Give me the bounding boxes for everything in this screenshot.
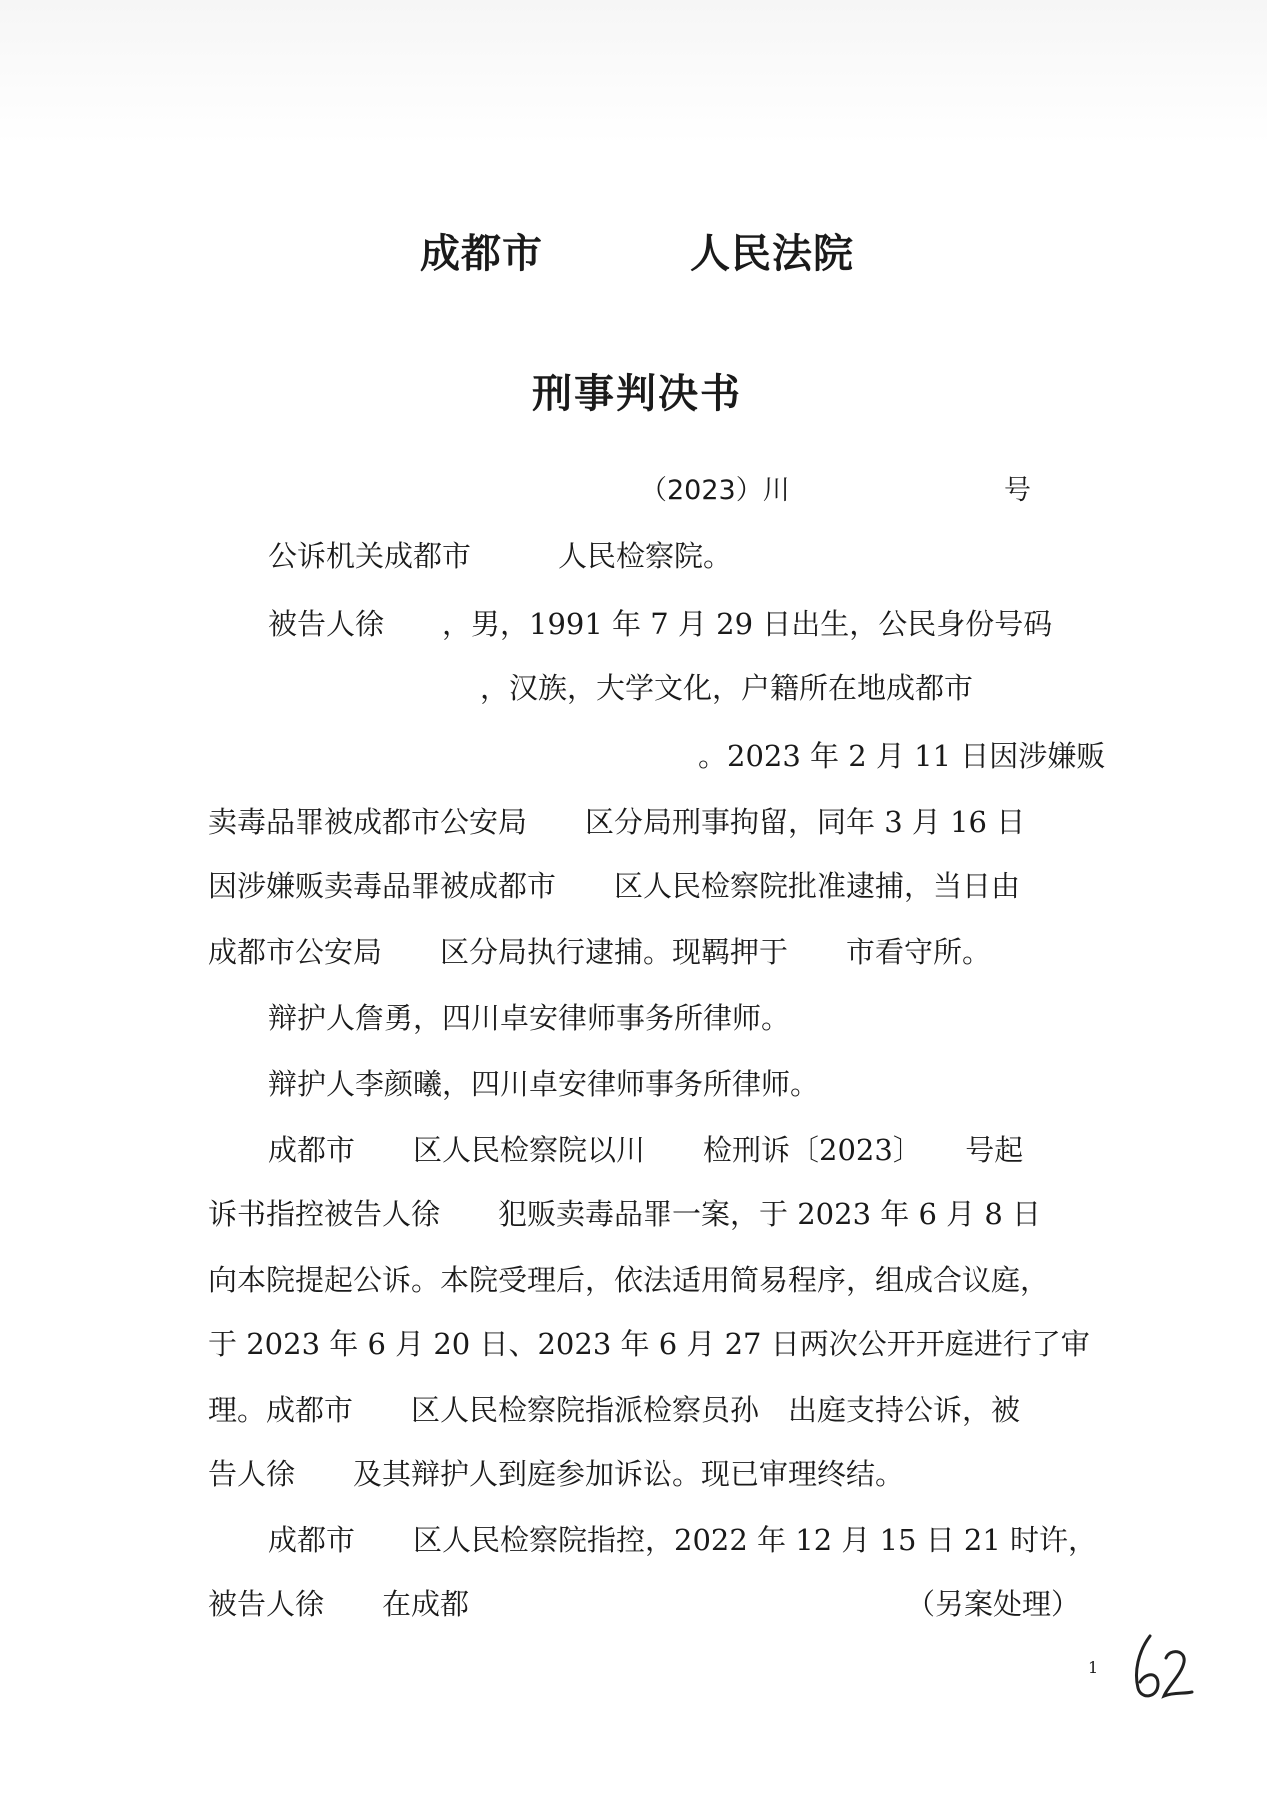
text-line: 辩护人李颜曦，四川卓安律师事务所律师。 bbox=[268, 1067, 820, 1101]
text-line: 成都市 区人民检察院指控，2022 年 12 月 15 日 21 时许， bbox=[268, 1523, 1098, 1557]
court-title-right: 人民法院 bbox=[690, 230, 854, 277]
text-line: 告人徐 及其辩护人到庭参加诉讼。现已审理终结。 bbox=[208, 1457, 905, 1491]
case-number-suffix: 号 bbox=[1004, 475, 1031, 506]
text-line: 。2023 年 2 月 11 日因涉嫌贩 bbox=[698, 739, 1106, 773]
court-title bbox=[420, 222, 880, 282]
text-line: 成都市公安局 区分局执行逮捕。现羁押于 市看守所。 bbox=[208, 935, 992, 969]
text-line: ，汉族，大学文化，户籍所在地成都市 bbox=[480, 671, 974, 705]
page-number: 1 bbox=[1088, 1658, 1099, 1677]
text-line: 成都市 区人民检察院以川 检刑诉〔2023〕 号起 bbox=[268, 1133, 1024, 1167]
handwritten-page-mark bbox=[1128, 1628, 1196, 1708]
text-line: 诉书指控被告人徐 犯贩卖毒品罪一案，于 2023 年 6 月 8 日 bbox=[208, 1197, 1042, 1231]
text-line: 被告人徐 在成都 bbox=[208, 1587, 470, 1621]
text-line: 公诉机关成都市 人民检察院。 bbox=[268, 539, 733, 573]
text-line: 因涉嫌贩卖毒品罪被成都市 区人民检察院批准逮捕，当日由 bbox=[208, 869, 1021, 903]
text-line: 向本院提起公诉。本院受理后，依法适用简易程序，组成合议庭， bbox=[208, 1263, 1050, 1297]
text-line: 辩护人詹勇，四川卓安律师事务所律师。 bbox=[268, 1001, 791, 1035]
court-title-left: 成都市 bbox=[420, 230, 543, 277]
text-line: 于 2023 年 6 月 20 日、2023 年 6 月 27 日两次公开开庭进行了审 bbox=[208, 1327, 1090, 1361]
text-line: （另案处理） bbox=[906, 1587, 1081, 1621]
text-line: 卖毒品罪被成都市公安局 区分局刑事拘留，同年 3 月 16 日 bbox=[208, 805, 1026, 839]
document-title: 刑事判决书 bbox=[532, 370, 742, 417]
text-line: 被告人徐 ，男，1991 年 7 月 29 日出生，公民身份号码 bbox=[268, 607, 1053, 641]
text-line: 理。成都市 区人民检察院指派检察员孙 出庭支持公诉，被 bbox=[208, 1393, 1021, 1427]
case-number: （2023）川 bbox=[640, 475, 790, 506]
